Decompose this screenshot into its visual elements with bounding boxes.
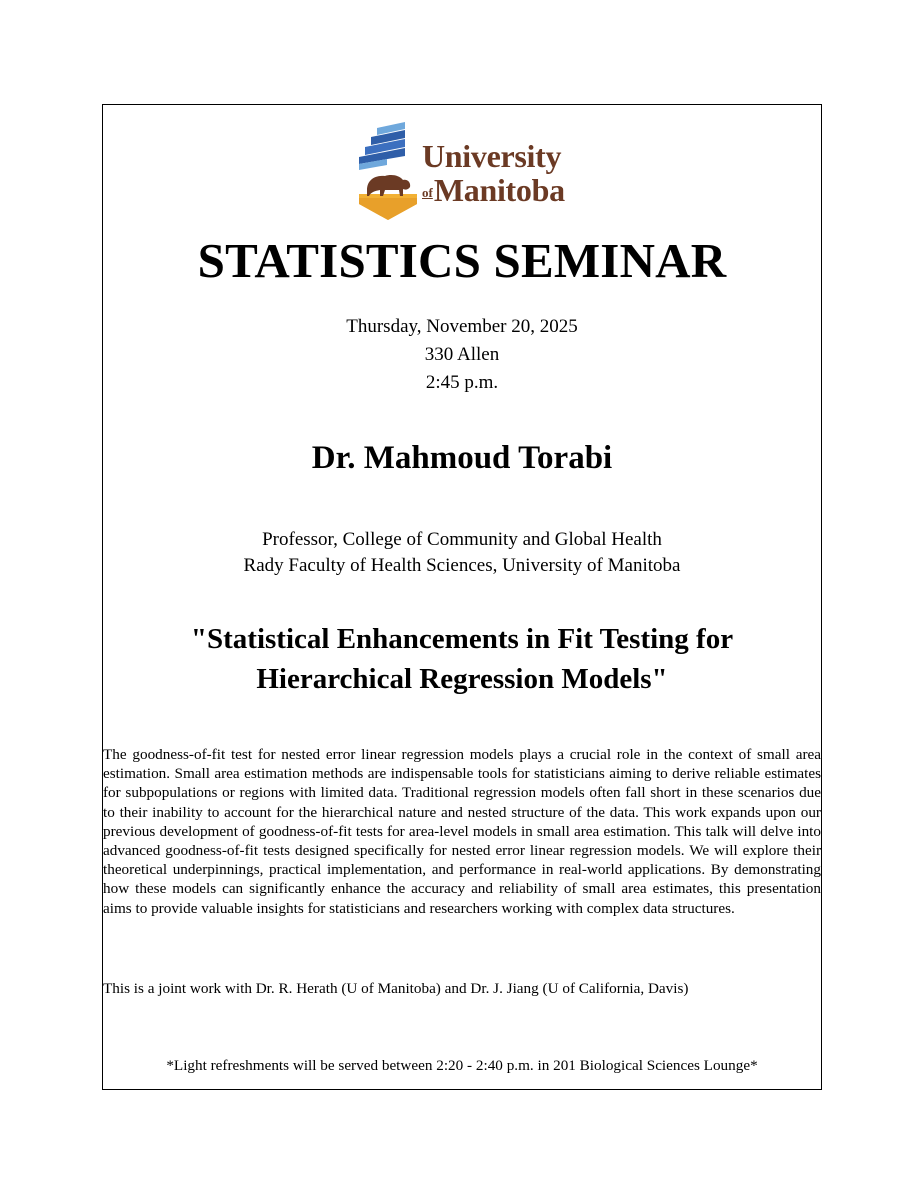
talk-title <box>150 619 774 699</box>
bison-shield-icon <box>359 122 417 220</box>
speaker-name: Dr. Mahmoud Torabi <box>311 440 613 476</box>
wordmark-university: University <box>422 138 562 174</box>
event-time: 2:45 p.m. <box>425 372 499 393</box>
wordmark-manitoba: Manitoba <box>433 172 565 208</box>
wordmark-of: of <box>422 185 433 200</box>
refreshments-note: *Light refreshments will be served between 2:20 - 2:40 p.m. in 201 Biological Sciences Lounge* <box>166 1057 758 1074</box>
joint-work-note: This is a joint work with Dr. R. Herath (U of Manitoba) and Dr. J. Jiang (U of California, Davis) <box>103 980 689 997</box>
talk-title-line-1: "Statistical Enhancements in Fit Testing for <box>190 623 734 655</box>
speaker-affiliation <box>102 527 822 579</box>
talk-title-line-2: Hierarchical Regression Models" <box>256 663 668 695</box>
affiliation-line-1: Professor, College of Community and Global Health <box>262 529 662 550</box>
event-room: 330 Allen <box>424 344 500 365</box>
event-date: Thursday, November 20, 2025 <box>346 316 578 337</box>
event-details <box>102 313 822 397</box>
university-wordmark <box>422 140 565 206</box>
affiliation-line-2: Rady Faculty of Health Sciences, University of Manitoba <box>243 555 681 576</box>
seminar-title: STATISTICS SEMINAR <box>197 233 727 288</box>
abstract-paragraph: The goodness-of-fit test for nested error linear regression models plays a crucial role in the context of small area estimation. Small area estimation methods are indispensable tools for statisticians aiming to derive reliable estimates for subpopulations or regions with limited data. Traditional regression models often fall short in these scenarios due to their inability to account for the hierarchical nature and nested structure of the data. This work expands upon our previous development of goodness-of-fit tests for area-level models in small area estimation. This talk will delve into advanced goodness-of-fit tests designed specifically for nested error linear regression models. We will explore their theoretical underpinnings, practical implementation, and performance in real-world applications. By demonstrating how these models can significantly enhance the accuracy and reliability of small area estimates, this presentation aims to provide valuable insights for statisticians and researchers working with complex data structures. <box>103 746 821 917</box>
